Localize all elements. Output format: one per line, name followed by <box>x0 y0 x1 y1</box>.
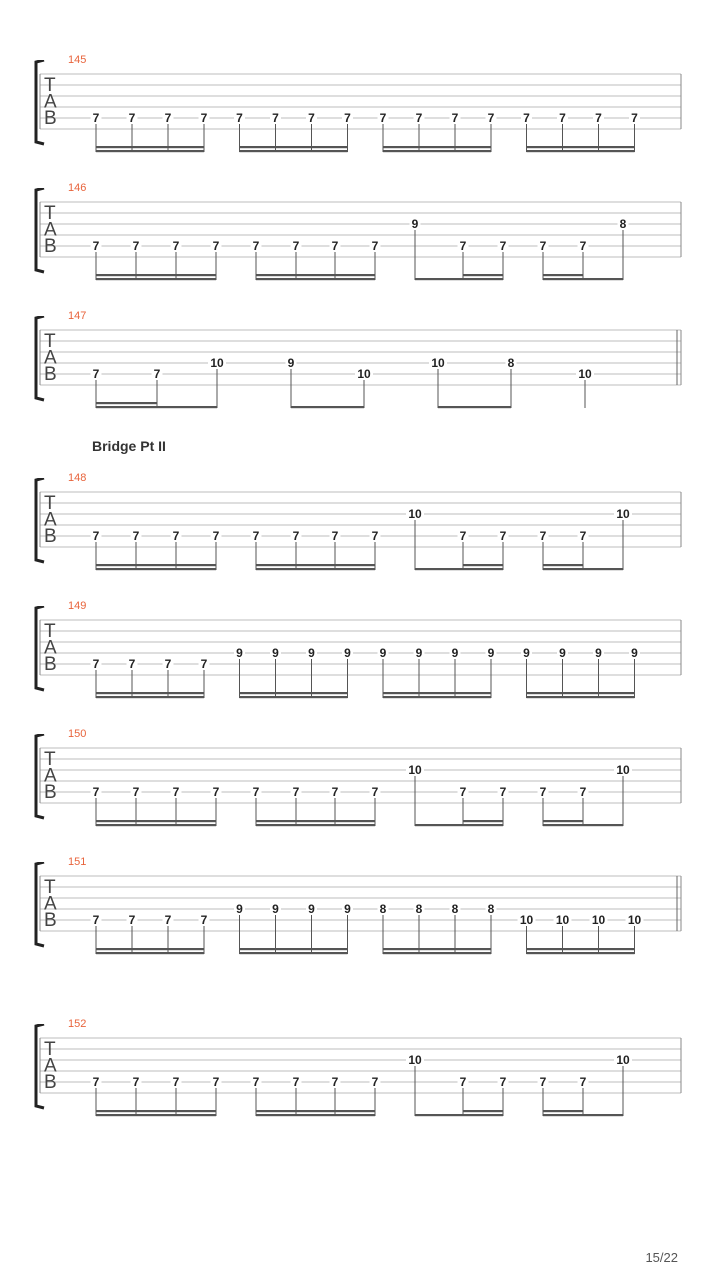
fret-number: 9 <box>236 646 243 660</box>
beam <box>96 150 204 152</box>
beam <box>383 692 491 694</box>
fret-number: 9 <box>272 646 279 660</box>
fret-number: 7 <box>371 1075 379 1089</box>
fret-number: 9 <box>411 217 419 231</box>
fret-number: 7 <box>92 111 100 125</box>
fret-number: 7 <box>331 529 339 543</box>
beam <box>543 1114 623 1116</box>
tab-clef-letter: T <box>44 621 56 642</box>
fret-number: 7 <box>128 657 136 671</box>
beam <box>256 1110 375 1112</box>
beam <box>240 692 348 694</box>
tab-clef-letter: T <box>44 331 56 352</box>
beam <box>463 564 503 566</box>
fret-number: 7 <box>539 785 547 799</box>
fret-number: 7 <box>331 1075 339 1089</box>
tab-clef-letter: A <box>44 347 57 369</box>
fret-number: 7 <box>499 1075 507 1089</box>
beam <box>383 948 491 950</box>
tab-staff <box>0 734 720 844</box>
tab-clef-letter: B <box>44 654 57 675</box>
beam <box>256 568 375 570</box>
beam <box>96 564 216 566</box>
fret-number: 8 <box>507 356 515 370</box>
fret-number: 9 <box>523 646 530 660</box>
fret-number: 9 <box>287 356 295 370</box>
beam <box>96 278 216 280</box>
fret-number: 10 <box>616 1053 630 1067</box>
beam <box>96 568 216 570</box>
tab-system-146 <box>0 182 720 298</box>
fret-number: 9 <box>595 646 602 660</box>
fret-number: 7 <box>236 111 243 125</box>
fret-number: 7 <box>212 1075 220 1089</box>
fret-number: 9 <box>379 646 387 660</box>
fret-number: 7 <box>331 785 339 799</box>
fret-number: 7 <box>252 529 260 543</box>
fret-number: 10 <box>408 1053 422 1067</box>
beam <box>415 278 503 280</box>
fret-number: 7 <box>164 657 172 671</box>
measure-number: 152 <box>68 1018 87 1030</box>
fret-number: 7 <box>132 1075 140 1089</box>
fret-number: 9 <box>308 902 315 916</box>
tab-clef-letter: A <box>44 893 57 915</box>
fret-number: 7 <box>415 111 423 125</box>
beam <box>438 406 511 408</box>
measure-number: 151 <box>68 856 87 868</box>
beam <box>415 824 503 826</box>
fret-number: 7 <box>451 111 459 125</box>
beam <box>543 568 623 570</box>
fret-number: 7 <box>292 785 300 799</box>
beam <box>415 568 503 570</box>
fret-number: 7 <box>559 111 566 125</box>
fret-number: 8 <box>415 902 423 916</box>
tab-clef-letter: A <box>44 91 57 113</box>
fret-number: 7 <box>631 111 638 125</box>
beam <box>96 696 204 698</box>
fret-number: 10 <box>616 763 630 777</box>
tab-clef-letter: T <box>44 749 56 770</box>
fret-number: 7 <box>164 913 172 927</box>
fret-number: 9 <box>631 646 638 660</box>
fret-number: 7 <box>499 239 507 253</box>
beam <box>383 952 491 954</box>
beam <box>383 146 491 148</box>
fret-number: 7 <box>132 239 140 253</box>
tab-clef-letter: B <box>44 1072 57 1093</box>
fret-number: 10 <box>591 913 606 927</box>
fret-number: 7 <box>379 111 387 125</box>
fret-number: 7 <box>92 657 100 671</box>
fret-number: 7 <box>172 1075 180 1089</box>
tab-staff <box>0 316 720 426</box>
fret-number: 9 <box>308 646 315 660</box>
fret-number: 9 <box>451 646 459 660</box>
fret-number: 10 <box>616 507 630 521</box>
fret-number: 8 <box>379 902 387 916</box>
beam <box>96 692 204 694</box>
fret-number: 7 <box>252 239 260 253</box>
fret-number: 9 <box>272 902 279 916</box>
fret-number: 7 <box>153 367 161 381</box>
fret-number: 10 <box>627 913 642 927</box>
fret-number: 10 <box>555 913 570 927</box>
fret-number: 7 <box>292 239 300 253</box>
beam <box>96 402 157 404</box>
tab-staff <box>0 188 720 298</box>
beam <box>240 952 348 954</box>
fret-number: 7 <box>92 367 100 381</box>
fret-number: 9 <box>487 646 495 660</box>
beam <box>96 146 204 148</box>
beam <box>96 948 204 950</box>
fret-number: 7 <box>212 239 220 253</box>
beam <box>527 948 635 950</box>
fret-number: 10 <box>408 507 422 521</box>
tab-system-148 <box>0 472 720 588</box>
tab-clef-letter: B <box>44 236 57 257</box>
beam <box>527 150 635 152</box>
beam <box>256 1114 375 1116</box>
tab-clef-letter: A <box>44 219 57 241</box>
fret-number: 7 <box>539 529 547 543</box>
beam <box>256 564 375 566</box>
fret-number: 9 <box>344 902 351 916</box>
fret-number: 7 <box>252 1075 260 1089</box>
measure-number: 149 <box>68 600 87 612</box>
fret-number: 7 <box>579 529 587 543</box>
beam <box>240 696 348 698</box>
tab-system-152 <box>0 1018 720 1134</box>
tab-staff <box>0 478 720 588</box>
measure-number: 146 <box>68 182 87 194</box>
beam <box>96 1110 216 1112</box>
fret-number: 7 <box>459 1075 467 1089</box>
tab-clef-letter: B <box>44 782 57 803</box>
fret-number: 7 <box>92 785 100 799</box>
section-label: Bridge Pt II <box>92 438 166 454</box>
beam <box>240 146 348 148</box>
tab-staff <box>0 862 720 972</box>
fret-number: 7 <box>172 785 180 799</box>
beam <box>291 406 364 408</box>
beam <box>463 1110 503 1112</box>
fret-number: 7 <box>132 785 140 799</box>
beam <box>543 564 583 566</box>
tab-clef-letter: A <box>44 1055 57 1077</box>
fret-number: 7 <box>172 239 180 253</box>
measure-number: 148 <box>68 472 87 484</box>
fret-number: 9 <box>236 902 243 916</box>
fret-number: 7 <box>128 913 136 927</box>
beam <box>527 696 635 698</box>
fret-number: 7 <box>579 239 587 253</box>
beam <box>527 146 635 148</box>
tab-clef-letter: B <box>44 910 57 931</box>
beam <box>527 952 635 954</box>
tab-staff <box>0 606 720 716</box>
fret-number: 8 <box>619 217 627 231</box>
beam <box>543 824 623 826</box>
fret-number: 7 <box>331 239 339 253</box>
fret-number: 7 <box>539 239 547 253</box>
fret-number: 7 <box>459 239 467 253</box>
beam <box>543 820 583 822</box>
fret-number: 7 <box>200 913 208 927</box>
measure-number: 150 <box>68 728 87 740</box>
fret-number: 7 <box>371 785 379 799</box>
tab-system-151 <box>0 856 720 972</box>
fret-number: 7 <box>200 657 208 671</box>
fret-number: 10 <box>431 356 445 370</box>
beam <box>383 696 491 698</box>
fret-number: 7 <box>371 239 379 253</box>
fret-number: 7 <box>292 1075 300 1089</box>
fret-number: 10 <box>578 367 592 381</box>
fret-number: 9 <box>344 646 351 660</box>
fret-number: 10 <box>357 367 371 381</box>
fret-number: 7 <box>579 785 587 799</box>
tab-clef-letter: T <box>44 203 56 224</box>
fret-number: 7 <box>132 529 140 543</box>
tab-system-150 <box>0 728 720 844</box>
fret-number: 9 <box>559 646 566 660</box>
fret-number: 7 <box>128 111 136 125</box>
beam <box>527 692 635 694</box>
fret-number: 7 <box>92 239 100 253</box>
beam <box>463 274 503 276</box>
beam <box>96 952 204 954</box>
fret-number: 7 <box>164 111 172 125</box>
fret-number: 7 <box>172 529 180 543</box>
fret-number: 7 <box>252 785 260 799</box>
beam <box>543 274 583 276</box>
beam <box>256 820 375 822</box>
fret-number: 7 <box>579 1075 587 1089</box>
fret-number: 7 <box>595 111 602 125</box>
fret-number: 7 <box>371 529 379 543</box>
fret-number: 7 <box>459 529 467 543</box>
beam <box>383 150 491 152</box>
beam <box>543 1110 583 1112</box>
beam <box>96 406 217 408</box>
beam <box>463 820 503 822</box>
fret-number: 7 <box>344 111 351 125</box>
beam <box>415 1114 503 1116</box>
tab-staff <box>0 60 720 170</box>
beam <box>96 820 216 822</box>
tab-staff <box>0 1024 720 1134</box>
measure-number: 145 <box>68 54 87 66</box>
fret-number: 7 <box>272 111 279 125</box>
beam <box>240 150 348 152</box>
fret-number: 7 <box>308 111 315 125</box>
fret-number: 7 <box>499 529 507 543</box>
tab-clef-letter: B <box>44 364 57 385</box>
fret-number: 8 <box>451 902 459 916</box>
page-number: 15/22 <box>645 1250 678 1265</box>
beam <box>256 824 375 826</box>
tab-clef-letter: T <box>44 493 56 514</box>
fret-number: 7 <box>459 785 467 799</box>
fret-number: 10 <box>519 913 534 927</box>
fret-number: 7 <box>200 111 208 125</box>
tab-system-149 <box>0 600 720 716</box>
tab-clef-letter: T <box>44 1039 56 1060</box>
tab-clef-letter: B <box>44 526 57 547</box>
fret-number: 7 <box>499 785 507 799</box>
tab-system-145 <box>0 54 720 170</box>
beam <box>240 948 348 950</box>
beam <box>256 274 375 276</box>
fret-number: 10 <box>408 763 422 777</box>
fret-number: 7 <box>92 913 100 927</box>
tab-system-147 <box>0 310 720 426</box>
fret-number: 7 <box>92 529 100 543</box>
tab-clef-letter: T <box>44 877 56 898</box>
fret-number: 9 <box>415 646 423 660</box>
beam <box>543 278 623 280</box>
beam <box>96 1114 216 1116</box>
fret-number: 7 <box>212 529 220 543</box>
tab-clef-letter: A <box>44 765 57 787</box>
fret-number: 7 <box>292 529 300 543</box>
fret-number: 7 <box>539 1075 547 1089</box>
fret-number: 7 <box>487 111 495 125</box>
fret-number: 7 <box>92 1075 100 1089</box>
measure-number: 147 <box>68 310 87 322</box>
beam <box>256 278 375 280</box>
beam <box>96 824 216 826</box>
fret-number: 10 <box>210 356 224 370</box>
fret-number: 8 <box>487 902 495 916</box>
fret-number: 7 <box>212 785 220 799</box>
fret-number: 7 <box>523 111 530 125</box>
tab-clef-letter: B <box>44 108 57 129</box>
tab-clef-letter: T <box>44 75 56 96</box>
tab-clef-letter: A <box>44 509 57 531</box>
beam <box>96 274 216 276</box>
tab-clef-letter: A <box>44 637 57 659</box>
